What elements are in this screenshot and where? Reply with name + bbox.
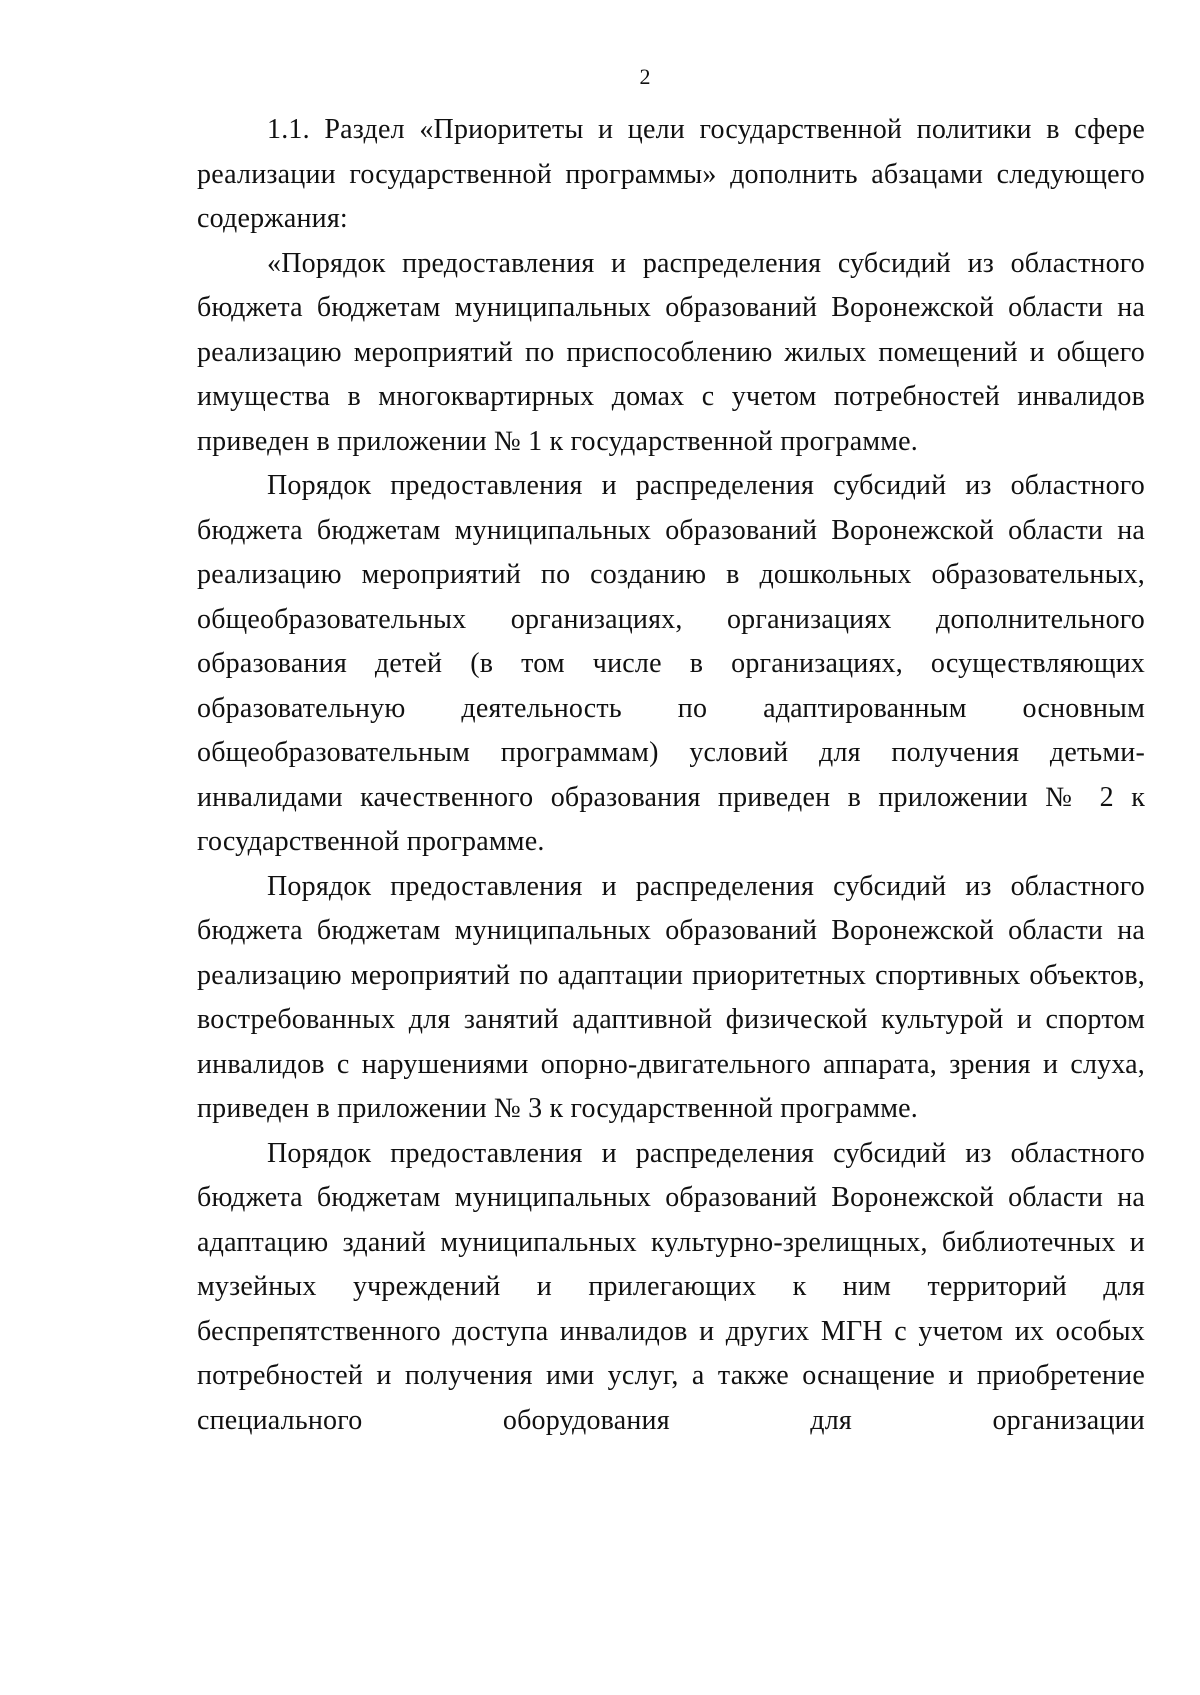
paragraph-housing-subsidy: «Порядок предоставления и распределения субсидий из областного бюджета бюджетам муниципальных образований Воронежской области на реализацию мероприятий по приспособлению жилых помещений и общего имущества в многоквартирных домах с учетом потребностей инвалидов приведен в приложении № 1 к государственной программе. bbox=[197, 247, 1145, 457]
paragraph-culture-subsidy: Порядок предоставления и распределения субсидий из областного бюджета бюджетам муниципальных образований Воронежской области на адаптацию зданий муниципальных культурно-зрелищных, библиотечных и музейных учреждений и прилегающих к ним территорий для беспрепятственного доступа инвалидов и других МГН с учетом их особых потребностей и получения ими услуг, а также оснащение и приобретение специального оборудования для организации bbox=[197, 1137, 1145, 1436]
document-body bbox=[197, 108, 1145, 1443]
paragraph-education-subsidy: Порядок предоставления и распределения субсидий из областного бюджета бюджетам муниципальных образований Воронежской области на реализацию мероприятий по созданию в дошкольных образовательных, общеобразовательных организациях, организациях дополнительного образования детей (в том числе в организациях, осуществляющих образовательную деятельность по адаптированным основным общеобразовательным программам) условий для получения детьми-инвалидами качественного образования приведен в приложении № 2 к государственной программе. bbox=[197, 470, 1145, 857]
paragraph-section-intro: 1.1. Раздел «Приоритеты и цели государственной политики в сфере реализации государственной программы» дополнить абзацами следующего содержания: bbox=[197, 114, 1145, 234]
paragraph-sports-subsidy: Порядок предоставления и распределения субсидий из областного бюджета бюджетам муниципальных образований Воронежской области на реализацию мероприятий по адаптации приоритетных спортивных объектов, востребованных для занятий адаптивной физической культурой и спортом инвалидов с нарушениями опорно-двигательного аппарата, зрения и слуха, приведен в приложении № 3 к государственной программе. bbox=[197, 870, 1145, 1124]
page-number: 2 bbox=[639, 64, 651, 89]
